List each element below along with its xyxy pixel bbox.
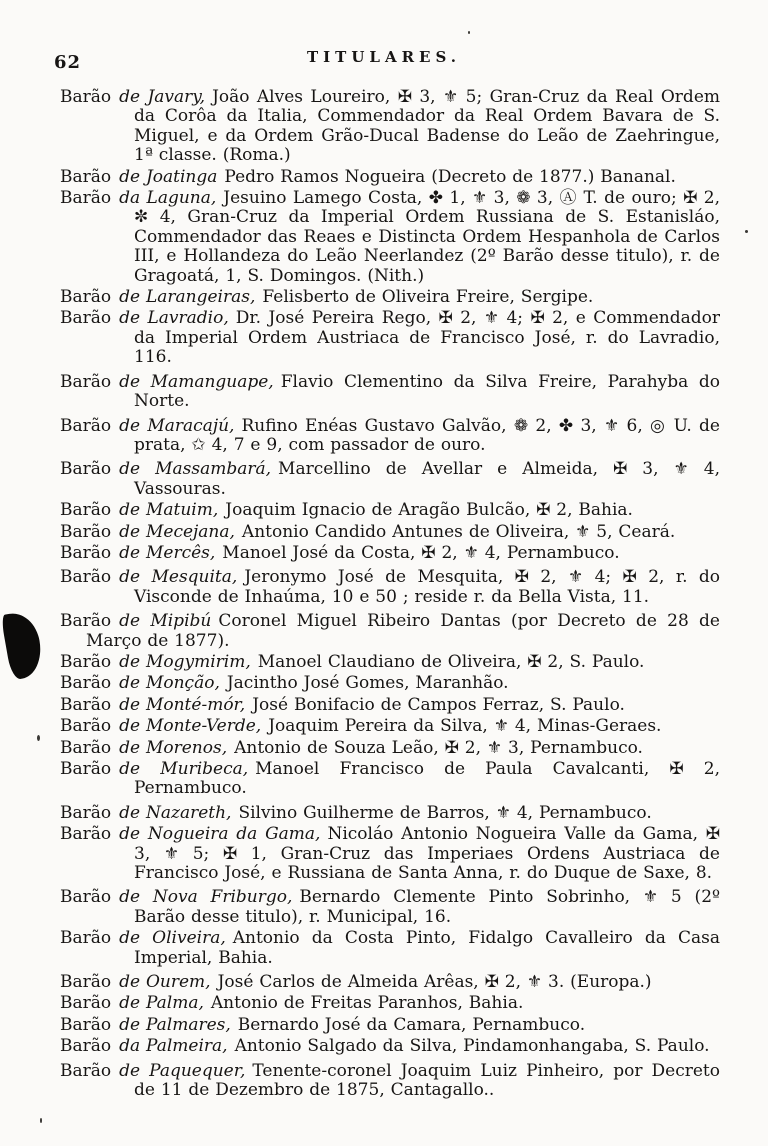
titleholder-entry xyxy=(60,373,720,412)
titleholder-entry xyxy=(60,612,720,651)
entry-title-name: de Mipibú xyxy=(119,611,212,632)
entry-title-name: de Nogueira da Gama, xyxy=(119,824,321,845)
entry-details: Jesuino Lamego Costa, ✤ 1, ⚜ 3, ❁ 3, Ⓐ T. de ouro; ✠ 2, ✼ 4, Gran-Cruz da Imperial Ordem Russiana de S. Estanisláo, Commendador das Reaes e Distincta Ordem Hespanhola de Carlos III, e Hollandeza do Leão Neerlandez (2º Barão desse titulo), r. de Gragoatá, 1, S. Domingos. (Nith.) xyxy=(134,188,720,286)
entry-rank: Barão xyxy=(60,1014,112,1035)
page-header xyxy=(0,48,768,74)
scan-speck xyxy=(40,1118,42,1123)
entry-rank: Barão xyxy=(60,521,112,542)
entry-rank: Barão xyxy=(60,166,112,187)
entry-title-name: de Joatinga xyxy=(119,166,218,187)
entry-title-name: de Palmares, xyxy=(119,1014,231,1035)
entry-rank: Barão xyxy=(60,651,112,672)
entry-details: Bernardo Clemente Pinto Sobrinho, ⚜ 5 (2º Barão desse titulo), r. Municipal, 16. xyxy=(134,887,720,927)
entry-title-name: de Mogymirim, xyxy=(119,651,251,672)
entry-rank: Barão xyxy=(60,188,112,209)
entry-details: José Bonifacio de Campos Ferraz, S. Paulo. xyxy=(252,694,625,715)
titleholder-entry xyxy=(60,1016,720,1035)
entry-details: Manoel Claudiano de Oliveira, ✠ 2, S. Paulo. xyxy=(257,651,645,672)
titleholder-entry xyxy=(60,696,720,715)
entry-details: Rufino Enéas Gustavo Galvão, ❁ 2, ✤ 3, ⚜ 6, ◎ U. de prata, ✩ 4, 7 e 9, com passador de ouro. xyxy=(134,415,720,455)
page-number: 62 xyxy=(54,52,82,73)
entry-rank: Barão xyxy=(60,1036,112,1057)
entry-title-name: de Javary, xyxy=(119,87,206,107)
titleholder-entry xyxy=(60,1062,720,1101)
titleholder-entry xyxy=(60,544,720,563)
entry-details: Antonio de Freitas Paranhos, Bahia. xyxy=(210,993,524,1014)
entry-details: Silvino Guilherme de Barros, ⚜ 4, Pernambuco. xyxy=(238,802,652,823)
entry-details: Manoel Francisco de Paula Cavalcanti, ✠ 2, Pernambuco. xyxy=(134,759,720,799)
entry-rank: Barão xyxy=(60,459,112,480)
entry-details: Antonio de Souza Leão, ✠ 2, ⚜ 3, Pernambuco. xyxy=(234,737,643,758)
entry-details: Flavio Clementino da Silva Freire, Parahyba do Norte. xyxy=(134,371,721,412)
entry-title-name: de Maracajú, xyxy=(119,415,235,436)
scan-speck xyxy=(745,230,748,233)
entry-details: Dr. José Pereira Rego, ✠ 2, ⚜ 4; ✠ 2, e Commendador da Imperial Ordem Austriaca de Francisco José, r. do Lavradio, 116. xyxy=(134,308,720,368)
entry-rank: Barão xyxy=(60,308,112,329)
entry-rank: Barão xyxy=(60,542,112,563)
titleholder-entry xyxy=(60,994,720,1013)
entry-title-name: de Mercês, xyxy=(119,542,216,563)
entry-title-name: de Paquequer, xyxy=(119,1060,246,1081)
entry-title-name: de Mesquita, xyxy=(119,567,238,588)
entry-details: Pedro Ramos Nogueira (Decreto de 1877.) Bananal. xyxy=(224,166,676,187)
entry-title-name: da Laguna, xyxy=(119,188,217,209)
entry-title-name: de Morenos, xyxy=(119,737,228,758)
scan-speck xyxy=(37,735,40,741)
entry-details: Nicoláo Antonio Nogueira Valle da Gama, ✠ 3, ⚜ 5; ✠ 1, Gran-Cruz das Imperiaes Ordens Austriaca de Francisco José, e Russiana de Santa Anna, r. do Duque de Saxe, 8. xyxy=(134,824,720,884)
entry-details: Manoel José da Costa, ✠ 2, ⚜ 4, Pernambuco. xyxy=(222,542,620,563)
titleholder-entry xyxy=(60,674,720,693)
entry-details: Coronel Miguel Ribeiro Dantas (por Decreto de 28 de Março de 1877). xyxy=(86,611,720,651)
titleholder-entry xyxy=(60,760,720,799)
entry-rank: Barão xyxy=(60,371,112,392)
titleholder-entry xyxy=(60,804,720,823)
entry-rank: Barão xyxy=(60,716,112,737)
titleholder-entry xyxy=(60,739,720,758)
entry-title-name: de Nazareth, xyxy=(119,802,232,823)
entry-rank: Barão xyxy=(60,415,112,436)
titleholder-entry xyxy=(60,288,720,307)
entry-title-name: de Mecejana, xyxy=(119,521,235,542)
entry-details: Jacintho José Gomes, Maranhão. xyxy=(226,673,509,694)
entry-title-name: de Monção, xyxy=(119,673,220,694)
titleholder-entry xyxy=(60,501,720,520)
entry-details: Felisberto de Oliveira Freire, Sergipe. xyxy=(262,287,594,308)
entry-title-name: da Palmeira, xyxy=(119,1036,228,1057)
entry-details: João Alves Loureiro, ✠ 3, ⚜ 5; Gran-Cruz da Real Ordem da Corôa da Italia, Commendador da Real Ordem Bavara de S. Miguel, e da Ordem Grão-Ducal Badense do Leão de Zaehringue, 1ª classe. (Roma.) xyxy=(134,87,720,166)
titleholder-entry xyxy=(60,168,720,187)
titleholders-list xyxy=(60,88,720,1103)
entry-title-name: de Matuim, xyxy=(119,500,219,521)
entry-details: Bernardo José da Camara, Pernambuco. xyxy=(237,1014,586,1035)
entry-details: José Carlos de Almeida Arêas, ✠ 2, ⚜ 3. (Europa.) xyxy=(217,972,652,993)
entry-title-name: de Palma, xyxy=(119,993,204,1014)
entry-title-name: de Ourem, xyxy=(119,972,211,993)
entry-rank: Barão xyxy=(60,287,112,308)
entry-title-name: de Nova Friburgo, xyxy=(119,887,293,908)
titleholder-entry xyxy=(60,717,720,736)
titleholder-entry xyxy=(60,189,720,286)
titleholder-entry xyxy=(60,523,720,542)
entry-details: Tenente-coronel Joaquim Luiz Pinheiro, por Decreto de 11 de Dezembro de 1875, Cantagallo.. xyxy=(134,1060,720,1101)
entry-rank: Barão xyxy=(60,972,112,993)
titleholder-entry xyxy=(60,1037,720,1056)
page-title: TITULARES. xyxy=(306,48,462,66)
entry-details: Antonio Candido Antunes de Oliveira, ⚜ 5, Ceará. xyxy=(241,521,676,542)
entry-details: Joaquim Ignacio de Aragão Bulcão, ✠ 2, Bahia. xyxy=(225,500,633,521)
entry-rank: Barão xyxy=(60,1060,112,1081)
entry-title-name: de Mamanguape, xyxy=(119,371,274,392)
titleholder-entry xyxy=(60,460,720,499)
entry-title-name: de Oliveira, xyxy=(119,928,226,949)
entry-rank: Barão xyxy=(60,928,112,949)
entry-details: Jeronymo José de Mesquita, ✠ 2, ⚜ 4; ✠ 2, r. do Visconde de Inhaúma, 10 e 50 ; reside r. da Bella Vista, 11. xyxy=(134,567,720,607)
entry-details: Marcellino de Avellar e Almeida, ✠ 3, ⚜ 4, Vassouras. xyxy=(134,459,721,499)
titleholder-entry xyxy=(60,653,720,672)
entry-title-name: de Monte-Verde, xyxy=(119,716,262,737)
entry-details: Antonio Salgado da Silva, Pindamonhangaba, S. Paulo. xyxy=(234,1036,710,1057)
titleholder-entry xyxy=(60,568,720,607)
entry-rank: Barão xyxy=(60,500,112,521)
entry-title-name: de Lavradio, xyxy=(119,308,229,329)
entry-title-name: de Massambará, xyxy=(119,459,272,480)
entry-rank: Barão xyxy=(60,673,112,694)
entry-details: Joaquim Pereira da Silva, ⚜ 4, Minas-Geraes. xyxy=(268,716,662,737)
entry-rank: Barão xyxy=(60,759,112,779)
entry-rank: Barão xyxy=(60,737,112,758)
titleholder-entry xyxy=(60,417,720,456)
entry-title-name: de Monté-mór, xyxy=(119,694,246,715)
entry-rank: Barão xyxy=(60,694,112,715)
entry-rank: Barão xyxy=(60,611,112,632)
scan-speck xyxy=(468,31,470,34)
entry-title-name: de Larangeiras, xyxy=(119,287,256,308)
titleholder-entry xyxy=(60,88,720,166)
entry-rank: Barão xyxy=(60,993,112,1014)
titleholder-entry xyxy=(60,929,720,968)
entry-rank: Barão xyxy=(60,802,112,823)
entry-rank: Barão xyxy=(60,567,112,588)
entry-details: Antonio da Costa Pinto, Fidalgo Cavalleiro da Casa Imperial, Bahia. xyxy=(134,928,720,968)
titleholder-entry xyxy=(60,309,720,367)
ink-blot-artifact xyxy=(1,610,46,681)
entry-title-name: de Muribeca, xyxy=(119,759,249,779)
entry-rank: Barão xyxy=(60,87,112,107)
titleholder-entry xyxy=(60,888,720,927)
entry-rank: Barão xyxy=(60,887,112,908)
titleholder-entry xyxy=(60,825,720,883)
entry-rank: Barão xyxy=(60,824,112,845)
titleholder-entry xyxy=(60,973,720,992)
